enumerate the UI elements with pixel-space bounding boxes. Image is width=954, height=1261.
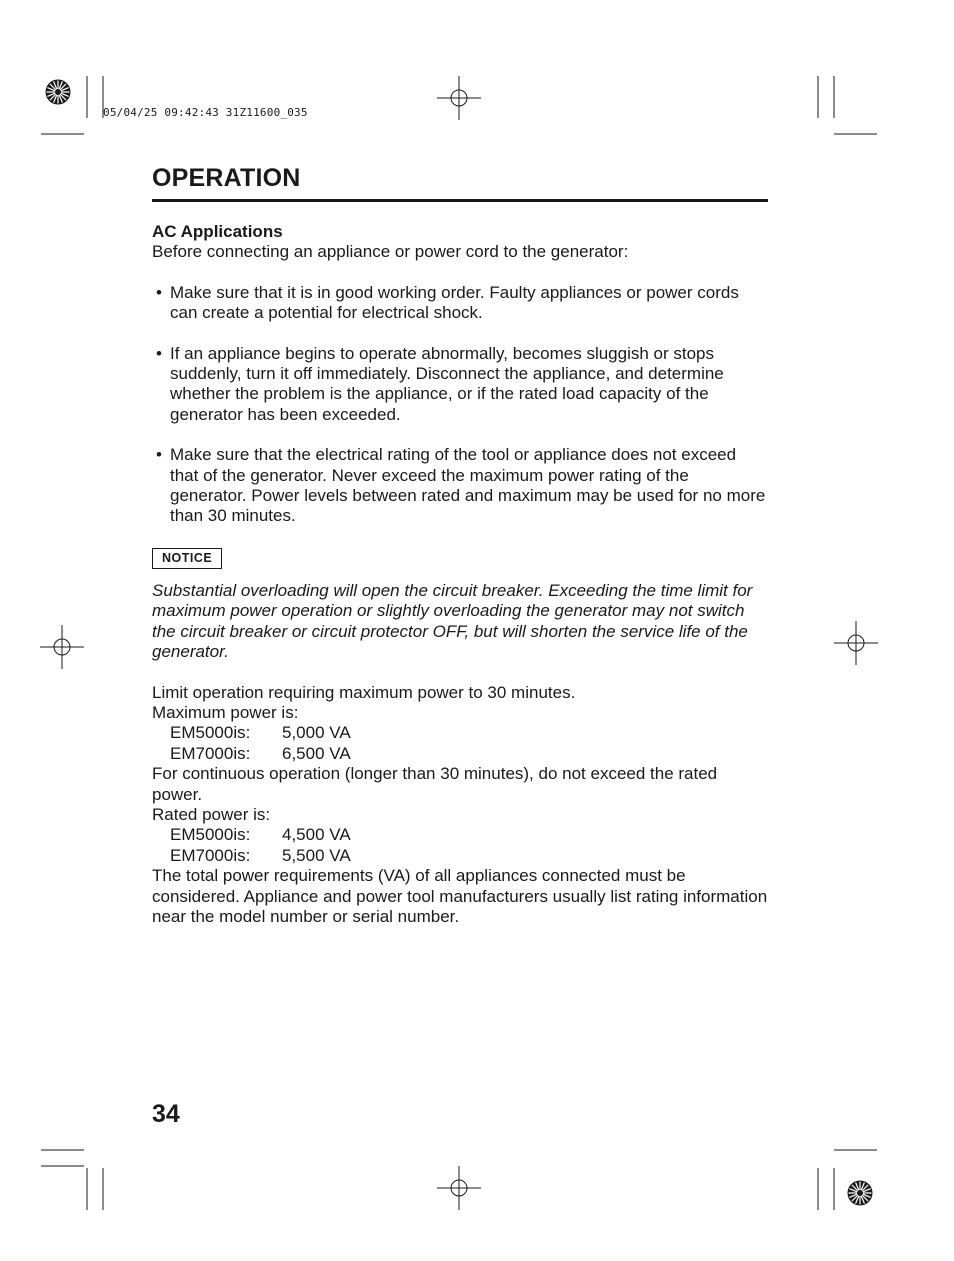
bullet-text: Make sure that the electrical rating of the tool or appliance does not exceed that of the generator. Never exceed the maximum power rating of the generator. Power levels between rated and maximum may be used for no more than 30 minutes. (170, 445, 766, 526)
spec-row (152, 723, 768, 743)
notice-label: NOTICE (152, 548, 222, 569)
list-item (152, 344, 768, 426)
registration-mark-right (834, 621, 878, 665)
intro-text: Before connecting an appliance or power cord to the generator: (152, 242, 629, 262)
spec-model: EM5000is: (170, 825, 251, 845)
registration-mark-bottom (437, 1166, 481, 1210)
registration-mark-top (437, 76, 481, 120)
list-item (152, 283, 768, 324)
bullet-dot: • (156, 343, 162, 363)
bullet-dot: • (156, 282, 162, 302)
notice-text: Substantial overloading will open the circuit breaker. Exceeding the time limit for maximum power operation or slightly overloading the generator may not switch the circuit breaker or circuit protector OFF, but will shorten the service life of the generator. (152, 580, 753, 662)
bullet-text: Make sure that it is in good working order. Faulty appliances or power cords can create a potential for electrical shock. (170, 282, 739, 323)
page-content (152, 222, 768, 927)
max-power-label: Maximum power is: (152, 702, 299, 722)
spec-model: EM7000is: (170, 845, 251, 865)
spec-value: 4,500 VA (282, 825, 351, 845)
bullet-dot: • (156, 445, 162, 465)
subheading: AC Applications (152, 222, 283, 241)
spec-row (152, 744, 768, 764)
spec-value: 5,000 VA (282, 723, 351, 743)
section-title: OPERATION (152, 164, 301, 192)
sunburst-mark-bottom-right (848, 1181, 872, 1205)
print-code: 05/04/25 09:42:43 31Z11600_035 (103, 106, 308, 119)
total-power-text: The total power requirements (VA) of all appliances connected must be considered. Appliance and power tool manufacturers usually list rating information near the model number or serial number. (152, 866, 768, 926)
spec-row (152, 846, 768, 866)
power-info (152, 683, 768, 928)
page-number: 34 (152, 1100, 180, 1128)
spec-value: 5,500 VA (282, 845, 351, 865)
sunburst-mark-top-left (46, 80, 70, 104)
title-rule (152, 199, 768, 202)
limit-text: Limit operation requiring maximum power to 30 minutes. (152, 682, 576, 702)
spec-value: 6,500 VA (282, 743, 351, 763)
bullet-text: If an appliance begins to operate abnormally, becomes sluggish or stops suddenly, turn it off immediately. Disconnect the appliance, and determine whether the problem is the appliance, or if the rated load capacity of the generator has been exceeded. (170, 343, 724, 424)
registration-mark-left (40, 625, 84, 669)
bullet-list (152, 283, 768, 527)
spec-model: EM7000is: (170, 743, 251, 763)
spec-row (152, 825, 768, 845)
continuous-text: For continuous operation (longer than 30 minutes), do not exceed the rated power. (152, 764, 718, 804)
rated-power-label: Rated power is: (152, 804, 271, 824)
spec-model: EM5000is: (170, 723, 251, 743)
list-item (152, 445, 768, 527)
